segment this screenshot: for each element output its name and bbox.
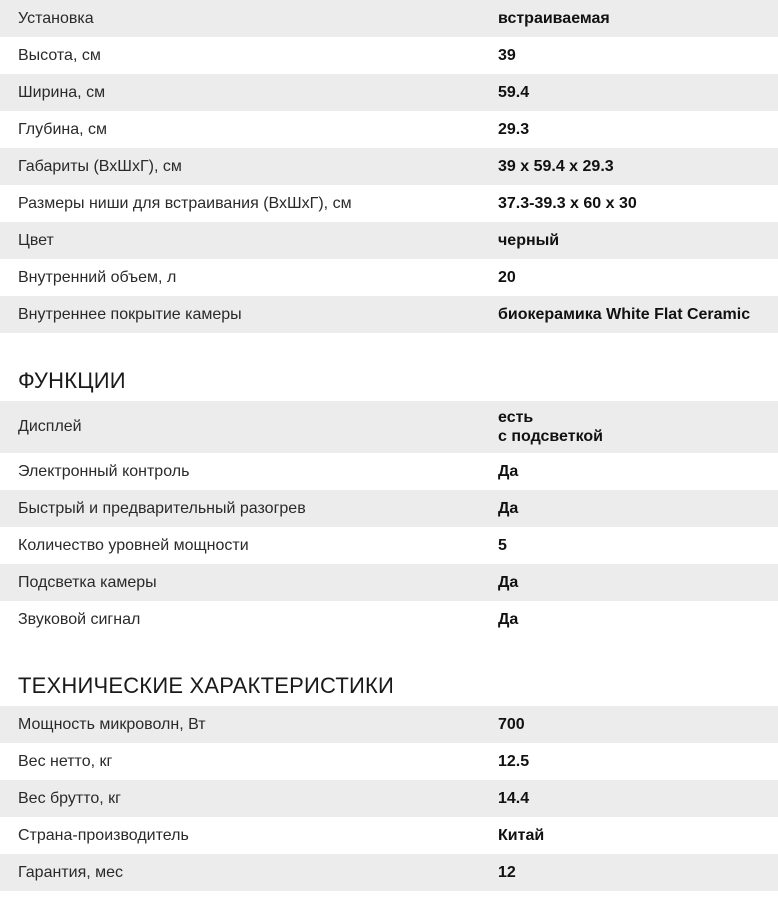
spec-row-installation [0, 0, 778, 37]
spec-label: Глубина, см [18, 120, 108, 138]
spec-value: биокерамика White Flat Ceramic [498, 306, 751, 323]
spec-label: Габариты (ВхШхГ), см [18, 157, 182, 175]
spec-row-chamber-light [0, 564, 778, 601]
spec-value: 20 [498, 269, 516, 286]
spec-row-electronic-control [0, 453, 778, 490]
spec-row-microwave-power [0, 706, 778, 743]
tech-table [0, 706, 778, 891]
spec-row-depth [0, 111, 778, 148]
spec-value: 14.4 [498, 790, 530, 807]
spec-label: Цвет [18, 231, 54, 249]
spec-label: Гарантия, мес [18, 863, 124, 881]
spec-label: Дисплей [18, 418, 82, 435]
spec-value: Да [498, 574, 519, 591]
spec-row-power-levels [0, 527, 778, 564]
spec-value: 12 [498, 864, 516, 881]
spec-row-country [0, 817, 778, 854]
spec-value: 5 [498, 537, 507, 554]
spec-label: Внутренний объем, л [18, 268, 177, 286]
spec-value: 39 [498, 47, 516, 64]
spec-value: 700 [498, 716, 525, 733]
spec-label: Размеры ниши для встраивания (ВхШхГ), см [18, 194, 352, 212]
spec-label: Количество уровней мощности [18, 536, 249, 554]
spec-label: Ширина, см [18, 83, 106, 101]
spec-row-width [0, 74, 778, 111]
spec-value: Да [498, 500, 519, 517]
spec-row-sound-signal [0, 601, 778, 638]
spec-value: встраиваемая [498, 10, 610, 27]
spec-value: Да [498, 611, 519, 628]
spec-value: 29.3 [498, 121, 530, 138]
spec-row-height [0, 37, 778, 74]
spec-row-dimensions [0, 148, 778, 185]
section-title-functions: ФУНКЦИИ [18, 368, 126, 393]
spec-row-warranty [0, 854, 778, 891]
spec-row-net-weight [0, 743, 778, 780]
section-title-tech: ТЕХНИЧЕСКИЕ ХАРАКТЕРИСТИКИ [18, 673, 394, 698]
spec-value: Китай [498, 827, 545, 844]
spec-label: Мощность микроволн, Вт [18, 715, 206, 733]
spec-row-preheat [0, 490, 778, 527]
spec-value [480, 408, 603, 446]
spec-row-color [0, 222, 778, 259]
spec-label: Подсветка камеры [18, 573, 157, 591]
spec-value-line: с подсветкой [498, 428, 603, 445]
functions-table [0, 401, 778, 638]
spec-label: Вес нетто, кг [18, 752, 113, 770]
spec-value: Да [498, 463, 519, 480]
spec-row-gross-weight [0, 780, 778, 817]
spec-value: 37.3-39.3 x 60 x 30 [498, 195, 637, 212]
spec-value: 39 x 59.4 x 29.3 [498, 158, 614, 175]
spec-value: 59.4 [498, 84, 530, 101]
spec-value: черный [498, 232, 560, 249]
spec-row-volume [0, 259, 778, 296]
spec-label: Высота, см [18, 46, 101, 64]
spec-label: Установка [18, 9, 94, 27]
spec-label: Страна-производитель [18, 826, 189, 844]
spec-label: Звуковой сигнал [18, 610, 141, 628]
general-specs-table [0, 0, 778, 333]
spec-row-niche-size [0, 185, 778, 222]
spec-label: Электронный контроль [18, 462, 190, 480]
spec-label: Быстрый и предварительный разогрев [18, 499, 306, 517]
spec-label: Вес брутто, кг [18, 789, 121, 807]
spec-value: 12.5 [498, 753, 530, 770]
spec-label: Внутреннее покрытие камеры [18, 305, 242, 323]
spec-row-coating [0, 296, 778, 333]
spec-value-line: есть [498, 409, 534, 426]
spec-row-display [0, 401, 778, 453]
